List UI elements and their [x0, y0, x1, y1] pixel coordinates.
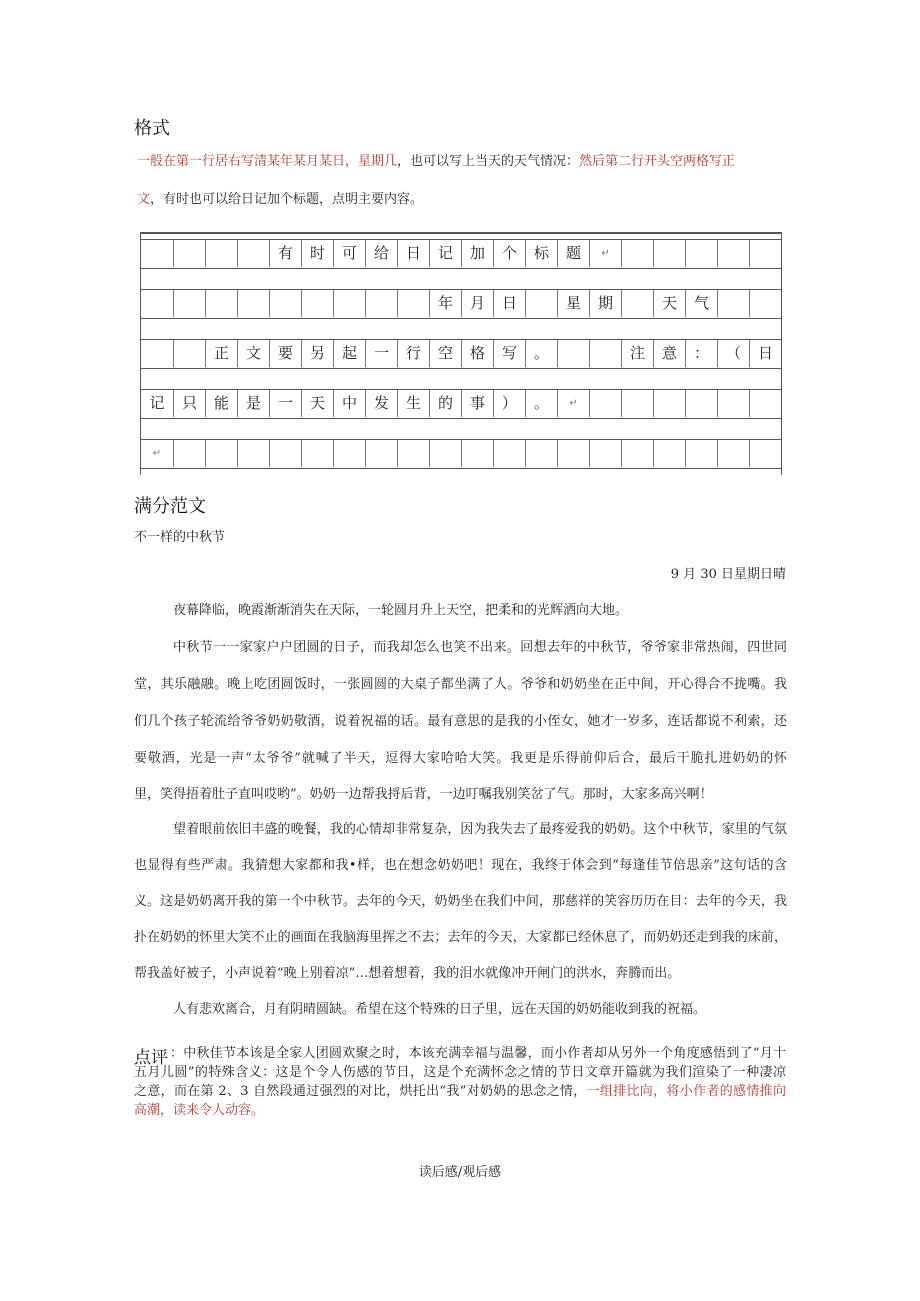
essay-line: 义。这是奶奶离开我的第一个中秋节。去年的今天，奶奶坐在我们中间，那慈祥的笑容历历在目：去年的今天，我 [134, 894, 787, 909]
grid-cell: 事 [461, 390, 493, 417]
format-intro-segment: ，也可以写上当天的天气情况： [397, 154, 580, 169]
essay-line: 帮我盖好被子，小声说着“晚上别着凉”…想着想着，我的泪水就像冲开闸门的洪水，奔腾而出。 [134, 966, 681, 981]
grid-cell: 空 [429, 340, 461, 367]
grid-cell [173, 240, 205, 267]
comment-line [134, 1066, 786, 1079]
grid-cell: 另 [301, 340, 333, 367]
comment-label: 点评 [134, 1048, 168, 1068]
format-intro-line-1 [137, 155, 735, 168]
grid-cell [397, 440, 429, 467]
grid-cell [397, 290, 429, 317]
grid-cell: 发 [365, 390, 397, 417]
grid-cell [621, 240, 653, 267]
grid-cell: 有 [269, 240, 301, 267]
grid-cell [173, 290, 205, 317]
grid-cell: 期 [589, 290, 621, 317]
essay-line: 夜幕降临，晚霞渐渐消失在天际，一轮圆月升上天空，把柔和的光辉洒向大地。 [173, 603, 629, 618]
comment-segment: ：中秋佳节本该是全家人团圆欢聚之时，本该充满幸福与温馨，而小作者却从另外一个角度感悟到了“月十 [170, 1046, 786, 1061]
grid-cell: 可 [333, 240, 365, 267]
grid-cell [749, 440, 781, 467]
grid-cell [717, 240, 749, 267]
grid-row [141, 389, 781, 419]
grid-cell: ） [493, 390, 525, 417]
comment-segment: 之意，而在第 2、3 自然段通过强烈的对比，烘托出“我”对奶奶的思念之情， [134, 1084, 587, 1099]
grid-cell [493, 440, 525, 467]
grid-cell: 日 [749, 340, 781, 367]
grid-cell: 起 [333, 340, 365, 367]
grid-cell [333, 290, 365, 317]
grid-cell: 只 [173, 390, 205, 417]
grid-cell: 个 [493, 240, 525, 267]
grid-cell: 中 [333, 390, 365, 417]
grid-cell: 年 [429, 290, 461, 317]
grid-cell [173, 340, 205, 367]
grid-cell [717, 290, 749, 317]
grid-cell: 能 [205, 390, 237, 417]
grid-cell: （ [717, 340, 749, 367]
grid-cell: 月 [461, 290, 493, 317]
grid-cell [365, 440, 397, 467]
grid-cell: ↵ [589, 240, 621, 267]
grid-cell [557, 440, 589, 467]
grid-cell [301, 440, 333, 467]
comment-segment: 一组排比向，将小作者的感情推向 [586, 1084, 786, 1099]
grid-cell [237, 440, 269, 467]
grid-cell [685, 390, 717, 417]
comment-line [170, 1047, 786, 1060]
grid-cell [333, 440, 365, 467]
essay-line: 人有悲欢离合，月有阴晴圆缺。希望在这个特殊的日子里，远在天国的奶奶能收到我的祝福。 [173, 1002, 707, 1017]
grid-cell [653, 390, 685, 417]
essay-line: 也显得有些严肃。我猜想大家都和我•样，也在想念奶奶吧！现在，我终于体会到“每逢佳节倍思亲”这句话的含 [134, 858, 787, 873]
format-intro-segment: ，有时也可以给日记加个标题，点明主要内容。 [150, 192, 424, 207]
grid-cell: 行 [397, 340, 429, 367]
grid-cell: ↵ [557, 390, 589, 417]
grid-cell [717, 390, 749, 417]
grid-cell: ： [685, 340, 717, 367]
comment-line [134, 1085, 786, 1098]
essay-line: 中秋节一一家家户户团圆的日子，而我却怎么也笑不出来。回想去年的中秋节，爷爷家非常热闹，四世同 [173, 640, 787, 655]
essay-line: 扑在奶奶的怀里大笑不止的画面在我脑海里挥之不去；去年的今天，大家都已经休息了，而奶奶还走到我的床前， [134, 930, 787, 945]
grid-row [141, 339, 781, 369]
grid-cell: 天 [653, 290, 685, 317]
grid-cell [685, 240, 717, 267]
grid-cell: 星 [557, 290, 589, 317]
section-format-title: 格式 [134, 118, 170, 139]
grid-cell: 记 [429, 240, 461, 267]
grid-cell [621, 440, 653, 467]
grid-cell [589, 440, 621, 467]
grid-cell [429, 440, 461, 467]
comment-segment: 五月儿圆”的特殊含义：这是个令人伤感的节日，这是个充满怀念之情的节日文章开篇就为我们渲染了一种凄凉 [134, 1065, 786, 1080]
section-essay-title: 满分范文 [134, 496, 206, 517]
grid-cell [205, 440, 237, 467]
grid-cell [589, 390, 621, 417]
grid-cell: 要 [269, 340, 301, 367]
grid-cell [621, 390, 653, 417]
grid-cell [269, 290, 301, 317]
grid-cell: 记 [149, 394, 165, 412]
grid-cell: 。 [525, 340, 557, 367]
grid-cell [621, 290, 653, 317]
grid-cell: 格 [461, 340, 493, 367]
grid-row [141, 289, 781, 319]
grid-cell: 生 [397, 390, 429, 417]
essay-line: 望着眼前依旧丰盛的晚餐，我的心情却非常复杂，因为我失去了最疼爱我的奶奶。这个中秋节，家里的气氛 [173, 822, 787, 837]
grid-cell [525, 290, 557, 317]
grid-cell: 日 [493, 290, 525, 317]
grid-cell: ↵ [152, 448, 162, 459]
grid-cell: 一 [269, 390, 301, 417]
grid-cell [141, 290, 173, 317]
essay-line: 里，笑得捂着肚子直叫哎哟”。奶奶一边帮我捋后背，一边叮嘱我别笑岔了气。那时，大家多高兴啊！ [134, 787, 713, 802]
essay-date: 9 月 30 日星期日晴 [670, 567, 786, 582]
grid-cell [141, 240, 173, 267]
grid-cell [749, 390, 781, 417]
grid-cell [557, 340, 589, 367]
grid-cell [749, 290, 781, 317]
grid-cell [205, 240, 237, 267]
grid-cell [717, 440, 749, 467]
format-intro-segment: 在第一行居右写清某年某月某日，星期几 [163, 154, 398, 169]
grid-cell [205, 290, 237, 317]
grid-cell: 正 [205, 340, 237, 367]
grid-cell [653, 440, 685, 467]
comment-segment: 高潮，读来令人动容。 [134, 1103, 265, 1118]
essay-line: 们几个孩子轮流给爷爷奶奶敬酒，说着祝福的话。最有意思的是我的小侄女，她才一岁多，连话都说不利索，还 [134, 714, 787, 729]
writing-grid-example [140, 232, 782, 475]
format-intro-line-2 [137, 193, 423, 206]
grid-cell: 一 [365, 340, 397, 367]
comment-line [134, 1104, 786, 1117]
grid-cell [269, 440, 301, 467]
grid-cell [589, 340, 621, 367]
grid-row [141, 239, 781, 269]
format-intro-segment: 文 [137, 192, 151, 207]
footer-text: 读后感/观后感 [418, 1165, 502, 1180]
grid-cell: 加 [461, 240, 493, 267]
grid-cell: 标 [525, 240, 557, 267]
grid-cell [461, 440, 493, 467]
grid-cell: 注 [621, 340, 653, 367]
grid-cell [653, 240, 685, 267]
grid-cell: 给 [365, 240, 397, 267]
grid-cell [173, 440, 205, 467]
format-intro-segment: 然后第二行开头空两格写正 [579, 154, 736, 169]
essay-title: 不一样的中秋节 [134, 530, 226, 545]
grid-cell: 意 [653, 340, 685, 367]
grid-cell: 写 [493, 340, 525, 367]
grid-cell [237, 290, 269, 317]
grid-cell [365, 290, 397, 317]
format-intro-segment: 一般 [137, 154, 164, 169]
grid-cell: 的 [429, 390, 461, 417]
grid-row [141, 439, 781, 469]
grid-cell [749, 240, 781, 267]
grid-cell: 天 [301, 390, 333, 417]
grid-cell: 是 [237, 390, 269, 417]
grid-cell: 气 [685, 290, 717, 317]
grid-cell: 时 [301, 240, 333, 267]
grid-cell [237, 240, 269, 267]
essay-line: 要敬酒，光是一声“太爷爷”就喊了半天，逗得大家哈哈大笑。我更是乐得前仰后合，最后干脆扎进奶奶的怀 [134, 751, 787, 766]
grid-cell [141, 340, 173, 367]
grid-cell [301, 290, 333, 317]
grid-cell: 日 [397, 240, 429, 267]
grid-cell: 。 [525, 390, 557, 417]
grid-cell: 题 [557, 240, 589, 267]
grid-cell [525, 440, 557, 467]
grid-cell [685, 440, 717, 467]
grid-cell: 文 [237, 340, 269, 367]
essay-line: 堂，其乐融融。晚上吃团圆饭时，一张圆圆的大桌子都坐满了人。爷爷和奶奶坐在正中间，开心得合不拢嘴。我 [134, 677, 787, 692]
